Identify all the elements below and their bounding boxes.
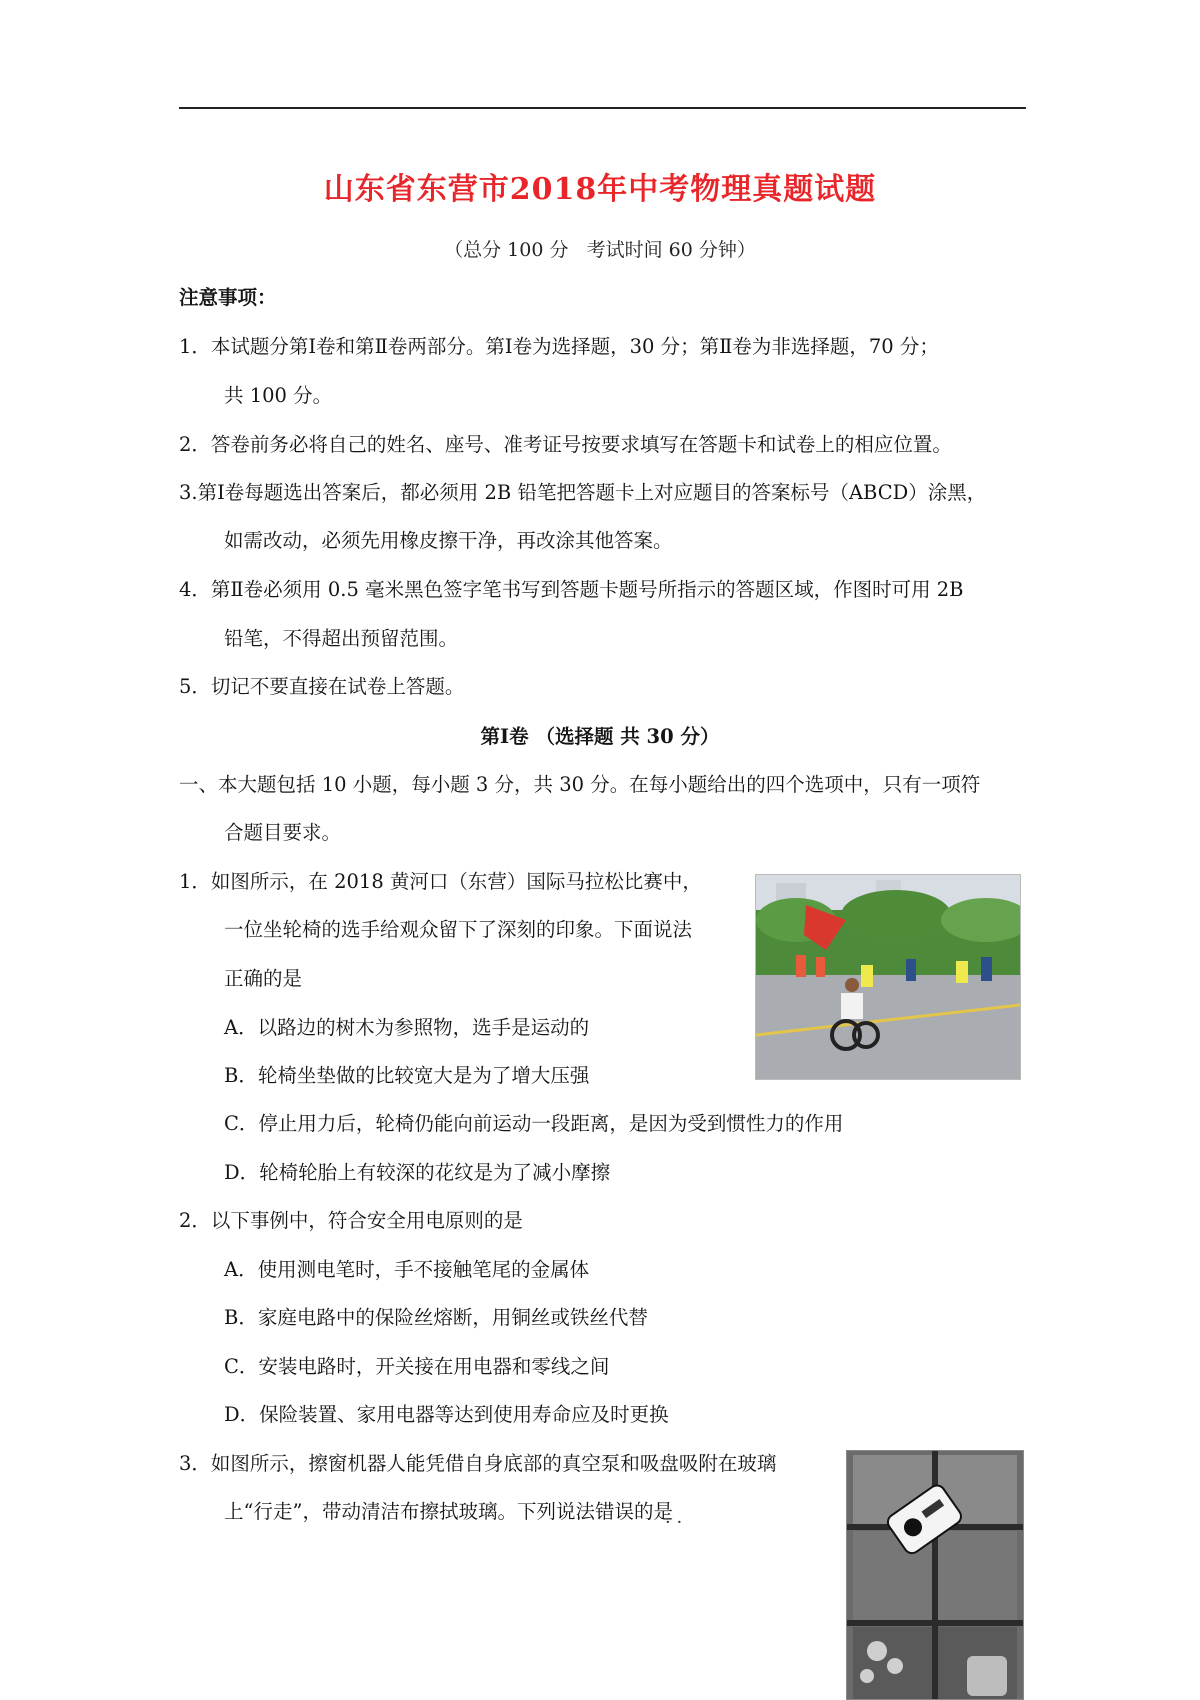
notice-item: 如需改动，必须先用橡皮擦干净，再改涂其他答案。	[224, 529, 673, 552]
option-b: B．家庭电路中的保险丝熔断，用铜丝或铁丝代替	[224, 1306, 648, 1329]
option-d: D．轮椅轮胎上有较深的花纹是为了减小摩擦	[224, 1161, 611, 1184]
window-cleaning-robot-photo	[846, 1450, 1024, 1700]
notice-item: 4．第Ⅱ卷必须用 0.5 毫米黑色签字笔书写到答题卡题号所指示的答题区域，作图时可用 2B	[179, 578, 964, 601]
notice-item: 5．切记不要直接在试卷上答题。	[179, 675, 465, 698]
option-b: B．轮椅坐垫做的比较宽大是为了增大压强	[224, 1064, 590, 1087]
robot-photo-illustration	[847, 1451, 1023, 1699]
section-intro: 一、本大题包括 10 小题，每小题 3 分，共 30 分。在每小题给出的四个选项中，只有一项符	[179, 773, 981, 796]
option-a: A．以路边的树木为参照物，选手是运动的	[224, 1016, 590, 1039]
question-stem: 上“行走”，带动清洁布擦拭玻璃。下列说法错误的是	[224, 1500, 673, 1523]
question-stem: 一位坐轮椅的选手给观众留下了深刻的印象。下面说法	[224, 918, 693, 941]
marathon-photo-illustration	[756, 875, 1020, 1079]
question-stem: 2．以下事例中，符合安全用电原则的是	[179, 1209, 523, 1232]
notice-item: 3.第Ⅰ卷每题选出答案后，都必须用 2B 铅笔把答题卡上对应题目的答案标号（ABCD）涂黑，	[179, 481, 987, 504]
page-mark: · ·	[665, 1512, 683, 1533]
option-c: C．停止用力后，轮椅仍能向前运动一段距离，是因为受到惯性力的作用	[224, 1112, 844, 1135]
header-rule	[179, 107, 1026, 109]
option-d: D．保险装置、家用电器等达到使用寿命应及时更换	[224, 1403, 669, 1426]
marathon-wheelchair-photo	[755, 874, 1021, 1080]
option-c: C．安装电路时，开关接在用电器和零线之间	[224, 1355, 610, 1378]
notice-item: 共 100 分。	[224, 384, 333, 407]
notice-item: 铅笔，不得超出预留范围。	[224, 627, 459, 650]
question-stem: 3．如图所示，擦窗机器人能凭借自身底部的真空泵和吸盘吸附在玻璃	[179, 1452, 777, 1475]
exam-subtitle: （总分 100 分 考试时间 60 分钟）	[444, 239, 756, 261]
option-a: A．使用测电笔时，手不接触笔尾的金属体	[224, 1258, 590, 1281]
section-intro: 合题目要求。	[224, 821, 342, 844]
notice-item: 1．本试题分第Ⅰ卷和第Ⅱ卷两部分。第Ⅰ卷为选择题，30 分；第Ⅱ卷为非选择题，70 分；	[179, 335, 939, 358]
notice-heading: 注意事项：	[179, 286, 277, 309]
question-stem: 1．如图所示，在 2018 黄河口（东营）国际马拉松比赛中，	[179, 870, 702, 893]
question-stem: 正确的是	[224, 967, 303, 990]
section-heading: 第Ⅰ卷 （选择题 共 30 分）	[480, 725, 720, 748]
notice-item: 2．答卷前务必将自己的姓名、座号、准考证号按要求填写在答题卡和试卷上的相应位置。	[179, 433, 952, 456]
page-title: 山东省东营市2018年中考物理真题试题	[323, 172, 877, 207]
